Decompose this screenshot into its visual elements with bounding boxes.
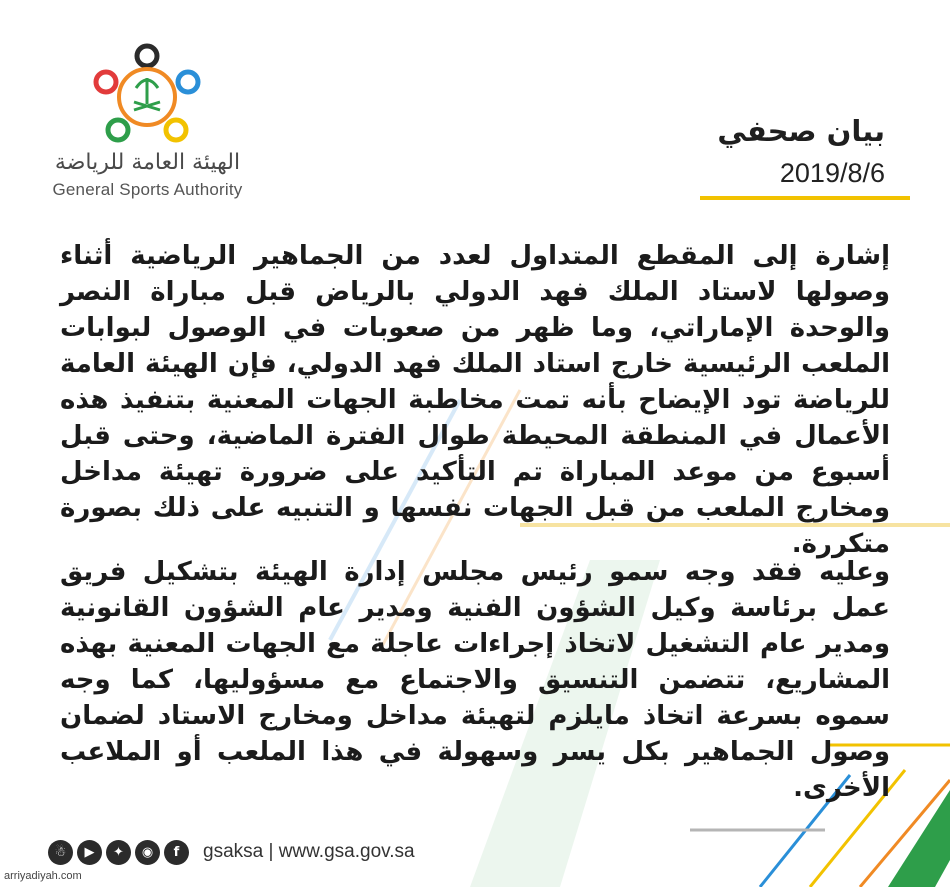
body-paragraph-1: إشارة إلى المقطع المتداول لعدد من الجماهير الرياضية أثناء وصولها لاستاد الملك فهد الدولي بالرياض قبل مباراة النصر والوحدة الإماراتي، وما ظهر من صعوبات في الوصول لبوابات الملعب الرئيسية خارج استاد الملك فهد الدولي، فإن الهيئة العامة للرياضة تود الإيضاح بأنه تمت مخاطبة الجهات المعنية بتنفيذ هذه الأعمال في المنطقة المحيطة طوال الفترة الماضية، وحتى قبل أسبوع من موعد المباراة تم التأكيد على ضرورة تهيئة مداخل ومخارج الملعب من قبل الجهات نفسها و التنبيه على ذلك بصورة متكررة.	[60, 241, 890, 559]
logo-english-name: General Sports Authority	[52, 180, 243, 199]
instagram-icon[interactable]: ◉	[135, 840, 160, 865]
document-date: 2019/8/6	[779, 158, 885, 188]
document-title: بيان صحفي	[717, 114, 885, 148]
gsa-logo	[40, 42, 255, 202]
facebook-icon[interactable]: f	[164, 840, 189, 865]
body-paragraph-2: وعليه فقد وجه سمو رئيس مجلس إدارة الهيئة بتشكيل فريق عمل برئاسة وكيل الشؤون الفنية ومدير عام الشؤون القانونية ومدير عام التشغيل لاتخاذ إجراءات عاجلة مع الجهات المعنية بهذه المشاريع، تتضمن التنسيق والاجتماع مع مسؤوليها، كما وجه سموه بسرعة اتخاذ مايلزم لتهيئة مداخل ومخارج الاستاد لضمان وصول الجماهير بكل يسر وسهولة في هذا الملعب أو الملاعب الأخرى.	[60, 557, 890, 803]
youtube-icon[interactable]: ▶	[77, 840, 102, 865]
logo-arabic-name: الهيئة العامة للرياضة	[54, 150, 241, 175]
footer-handle-website[interactable]: gsaksa | www.gsa.gov.sa	[203, 841, 415, 862]
gsa-emblem-icon	[92, 42, 202, 147]
footer-social-bar	[48, 836, 415, 868]
twitter-icon[interactable]: ✦	[106, 840, 131, 865]
snapchat-icon[interactable]: ☃	[48, 840, 73, 865]
source-watermark: arriyadiyah.com	[4, 870, 82, 882]
date-underline	[700, 196, 910, 200]
